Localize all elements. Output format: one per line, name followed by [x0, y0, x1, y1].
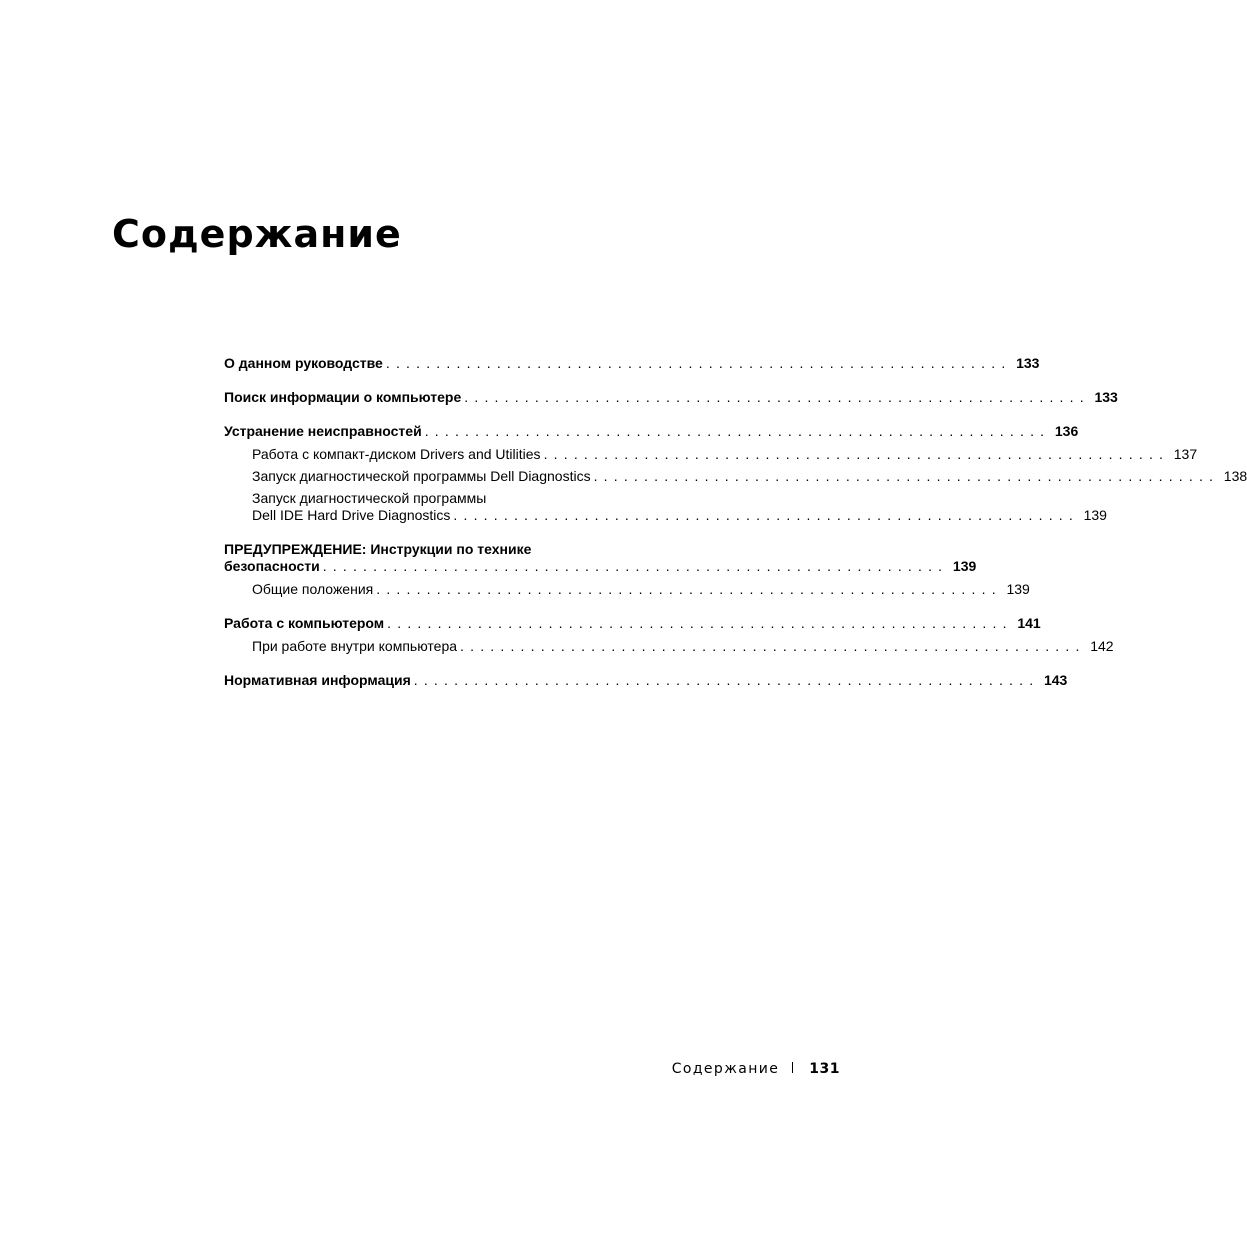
toc-entry-troubleshooting[interactable] — [224, 423, 1079, 440]
toc-entry-working-inside-computer[interactable] — [224, 638, 1114, 655]
toc-entry-about-guide[interactable] — [224, 355, 1040, 372]
toc-entry-page: 143 — [1043, 672, 1068, 688]
dot-leader: .............................................................. — [460, 638, 1086, 654]
toc-entry-title: Устранение неисправностей — [224, 423, 425, 440]
footer-section-title: Содержание — [671, 1061, 780, 1077]
toc-entry-working-with-computer[interactable] — [224, 615, 1041, 632]
dot-leader: .............................................................. — [413, 672, 1040, 688]
toc-entry-page: 136 — [1054, 423, 1079, 439]
toc-entry-regulatory-info[interactable] — [224, 672, 1068, 689]
toc-entry-title-line-1: Запуск диагностической программы — [252, 490, 489, 507]
dot-leader: .............................................................. — [453, 507, 1079, 523]
toc-entry-page: 139 — [952, 558, 977, 574]
toc-entry-safety-instructions[interactable] — [224, 541, 977, 575]
toc-entry-title: Работа с компакт-диском Drivers and Utilities — [252, 446, 544, 463]
toc-entry-ide-hard-drive-diagnostics[interactable] — [224, 490, 1107, 524]
toc-entry-page: 139 — [1083, 507, 1107, 523]
footer-page-number: 131 — [809, 1061, 840, 1077]
dot-leader: .............................................................. — [593, 468, 1220, 484]
toc-entry-title: При работе внутри компьютера — [252, 638, 460, 655]
toc-entry-title: Поиск информации о компьютере — [224, 389, 464, 406]
toc-entry-page: 137 — [1173, 446, 1198, 462]
page-footer — [672, 1061, 840, 1077]
dot-leader: .............................................................. — [322, 558, 949, 574]
toc-entry-page: 142 — [1090, 638, 1114, 654]
dot-leader: .............................................................. — [424, 423, 1051, 439]
dot-leader: .............................................................. — [387, 615, 1013, 631]
toc-entry-title: О данном руководстве — [224, 355, 386, 372]
toc-entry-title-line-2: Dell IDE Hard Drive Diagnostics — [252, 507, 453, 524]
toc-entry-page: 139 — [1006, 581, 1030, 597]
page-title: Содержание — [112, 212, 402, 256]
dot-leader: .............................................................. — [376, 581, 1002, 597]
footer-separator — [792, 1062, 793, 1073]
toc-entry-page: 133 — [1016, 355, 1040, 371]
toc-entry-page: 141 — [1017, 615, 1041, 631]
dot-leader: .............................................................. — [385, 355, 1012, 371]
toc-entry-general-provisions[interactable] — [224, 581, 1030, 598]
table-of-contents — [224, 355, 1247, 689]
dot-leader: .............................................................. — [464, 389, 1090, 405]
toc-entry-title: Работа с компьютером — [224, 615, 387, 632]
toc-entry-page: 133 — [1094, 389, 1118, 405]
toc-entry-finding-info[interactable] — [224, 389, 1118, 406]
toc-entry-title: Запуск диагностической программы Dell Diagnostics — [252, 468, 594, 485]
toc-entry-title: Нормативная информация — [224, 672, 414, 689]
toc-entry-title: Общие положения — [252, 581, 376, 598]
toc-entry-title-line-2: безопасности — [224, 558, 323, 575]
toc-entry-title-line-1: ПРЕДУПРЕЖДЕНИЕ: Инструкции по технике — [224, 541, 534, 558]
toc-entry-drivers-utilities-cd[interactable] — [224, 446, 1198, 463]
toc-entry-dell-diagnostics[interactable] — [224, 468, 1247, 485]
toc-entry-page: 138 — [1223, 468, 1247, 484]
dot-leader: .............................................................. — [543, 446, 1170, 462]
